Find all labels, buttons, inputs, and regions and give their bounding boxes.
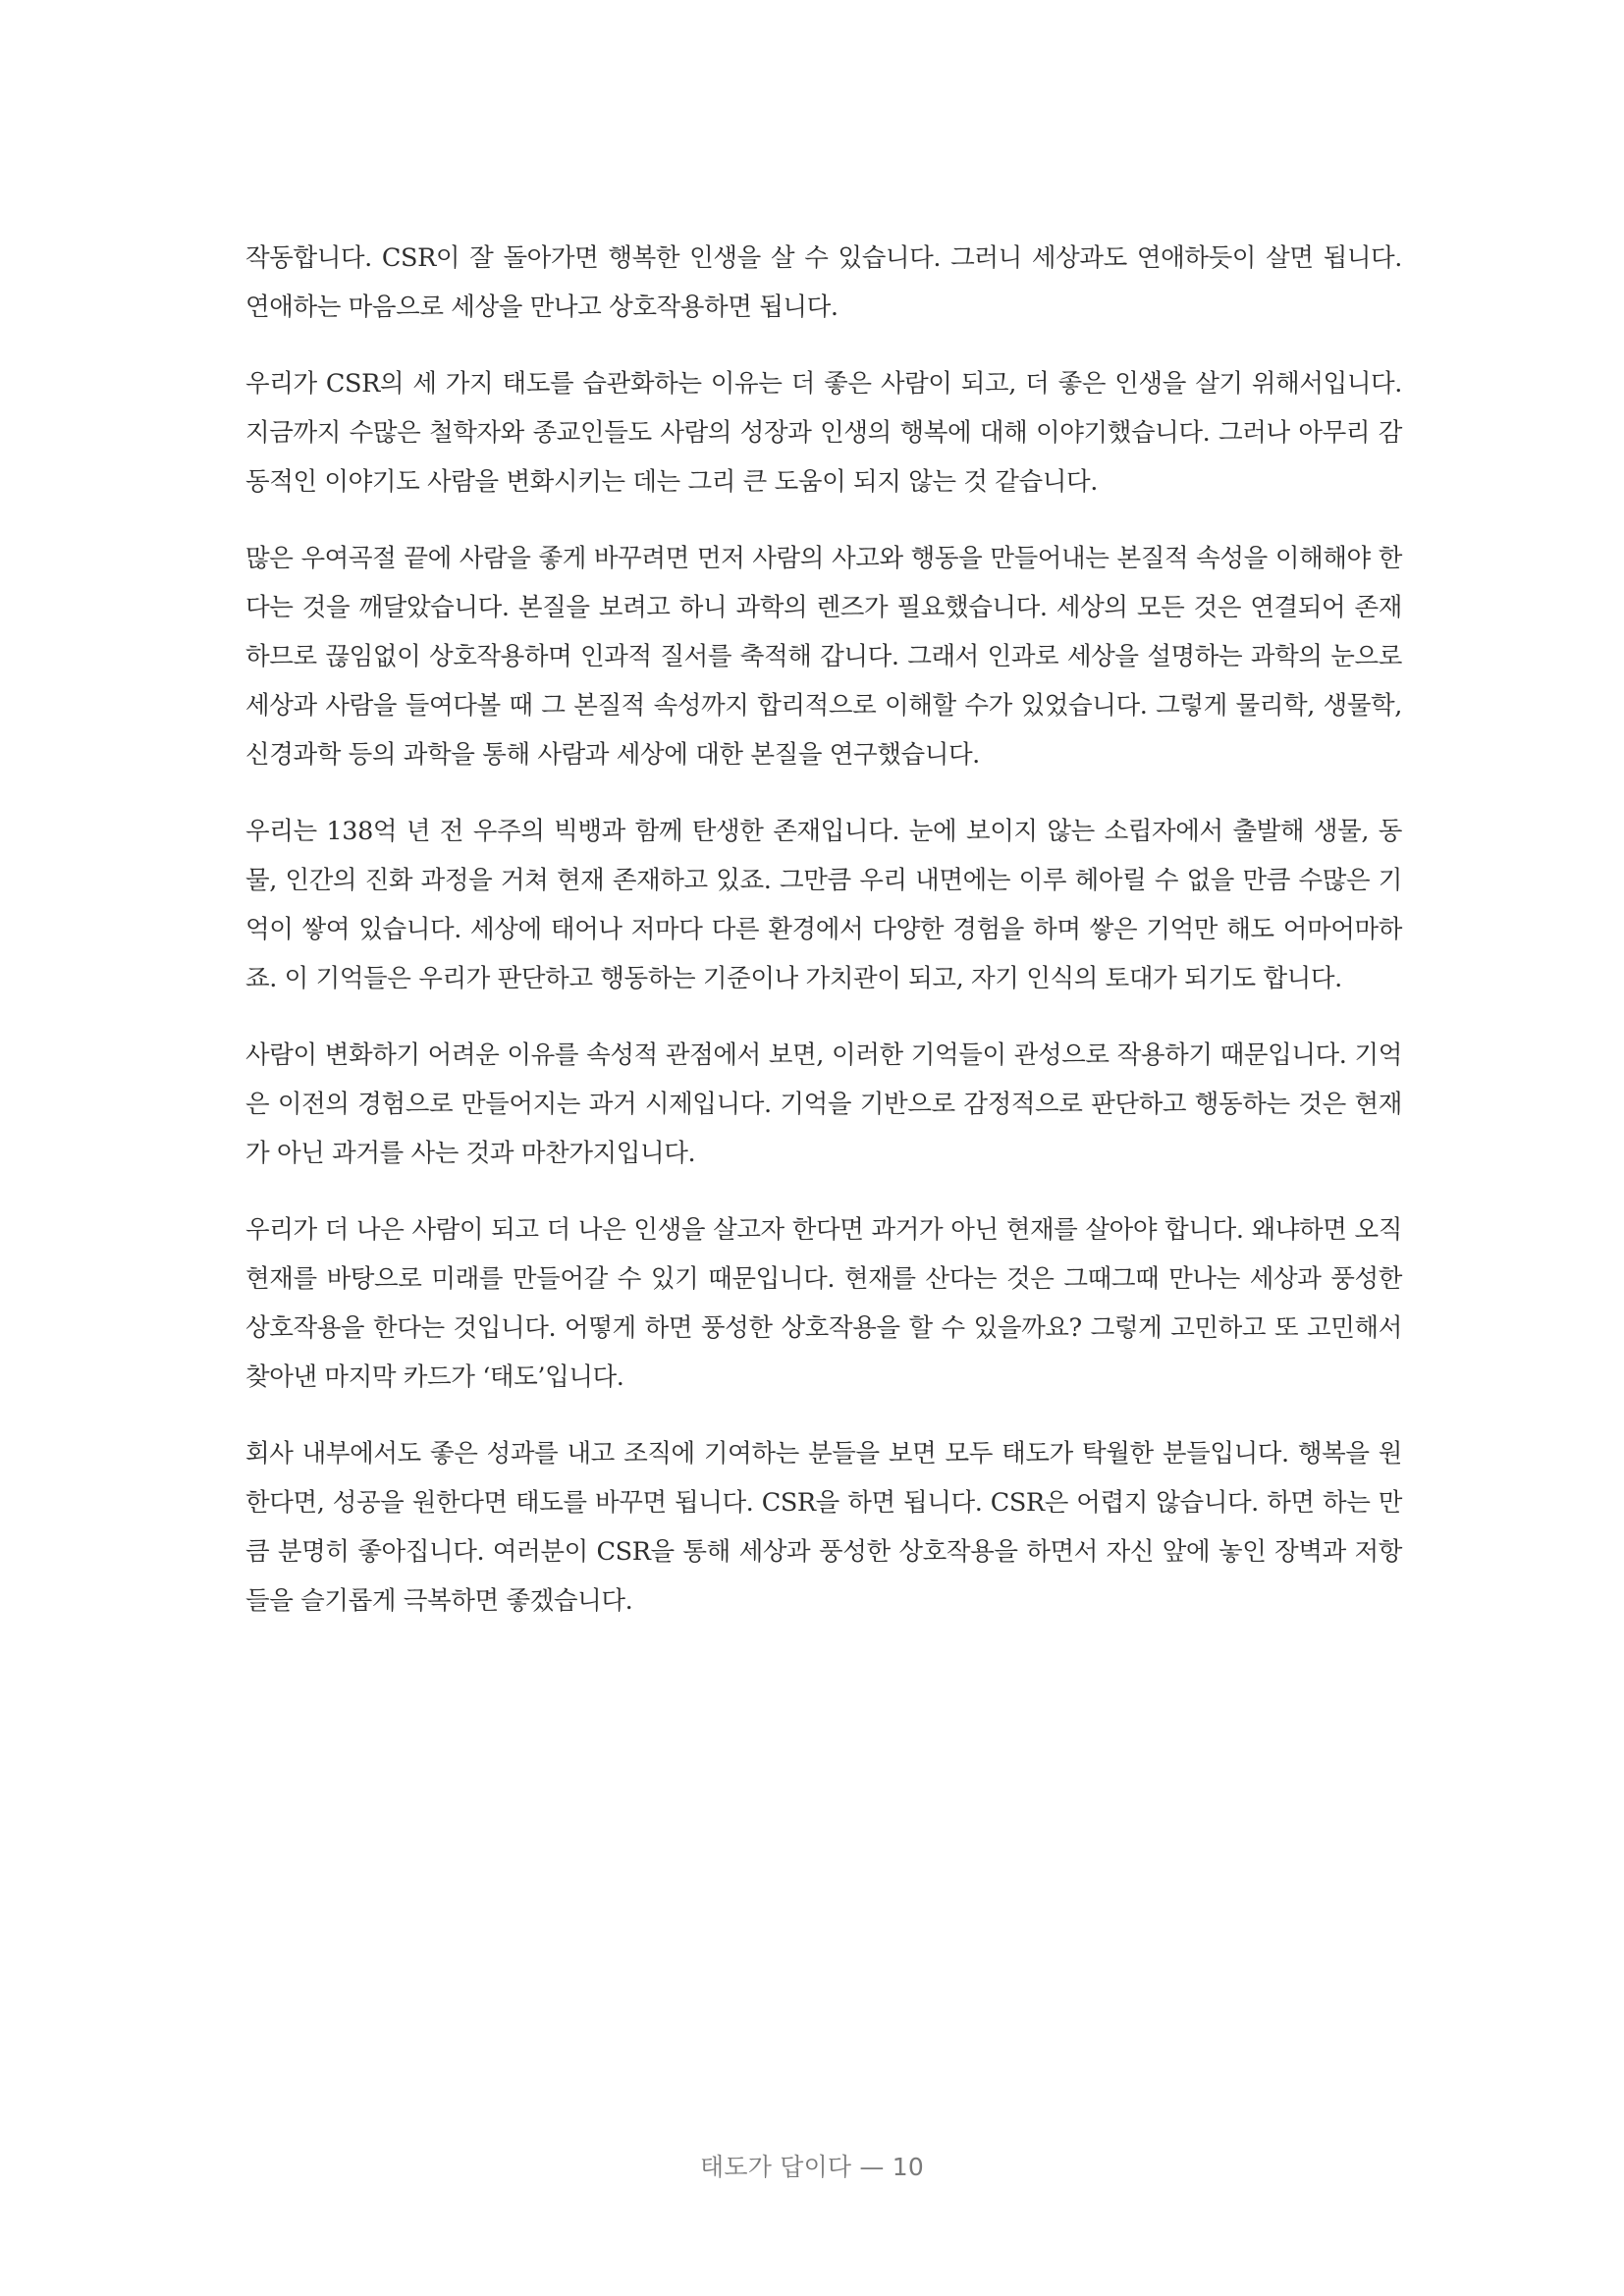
page-footer: 태도가 답이다 — 10 — [700, 2153, 924, 2181]
paragraph: 우리는 138억 년 전 우주의 빅뱅과 함께 탄생한 존재입니다. 눈에 보이지 않는 소립자에서 출발해 생물, 동물, 인간의 진화 과정을 거쳐 현재 존재하고 있죠. 그만큼 우리 내면에는 이루 헤아릴 수 없을 만큼 수많은 기억이 쌓여 있습니다. 세상에 태어나 저마다 다른 환경에서 다양한 경험을 하며 쌓은 기억만 해도 어마어마하죠. 이 기억들은 우리가 판단하고 행동하는 기준이나 가치관이 되고, 자기 인식의 토대가 되기도 합니다. — [245, 817, 1402, 993]
paragraph: 우리가 CSR의 세 가지 태도를 습관화하는 이유는 더 좋은 사람이 되고, 더 좋은 인생을 살기 위해서입니다. 지금까지 수많은 철학자와 종교인들도 사람의 성장과 인생의 행복에 대해 이야기했습니다. 그러나 아무리 감동적인 이야기도 사람을 변화시키는 데는 그리 큰 도움이 되지 않는 것 같습니다. — [245, 369, 1402, 497]
paragraph: 사람이 변화하기 어려운 이유를 속성적 관점에서 보면, 이러한 기억들이 관성으로 작용하기 때문입니다. 기억은 이전의 경험으로 만들어지는 과거 시제입니다. 기억을 기반으로 감정적으로 판단하고 행동하는 것은 현재가 아닌 과거를 사는 것과 마찬가지입니다. — [245, 1041, 1402, 1168]
body-text — [245, 234, 1402, 1653]
paragraph: 회사 내부에서도 좋은 성과를 내고 조직에 기여하는 분들을 보면 모두 태도가 탁월한 분들입니다. 행복을 원한다면, 성공을 원한다면 태도를 바꾸면 됩니다. CSR을 하면 됩니다. CSR은 어렵지 않습니다. 하면 하는 만큼 분명히 좋아집니다. 여러분이 CSR을 통해 세상과 풍성한 상호작용을 하면서 자신 앞에 놓인 장벽과 저항들을 슬기롭게 극복하면 좋겠습니다. — [245, 1439, 1402, 1616]
paragraph: 우리가 더 나은 사람이 되고 더 나은 인생을 살고자 한다면 과거가 아닌 현재를 살아야 합니다. 왜냐하면 오직 현재를 바탕으로 미래를 만들어갈 수 있기 때문입니다. 현재를 산다는 것은 그때그때 만나는 세상과 풍성한 상호작용을 한다는 것입니다. 어떻게 하면 풍성한 상호작용을 할 수 있을까요? 그렇게 고민하고 또 고민해서 찾아낸 마지막 카드가 ‘태도’입니다. — [245, 1215, 1402, 1392]
paragraph: 작동합니다. CSR이 잘 돌아가면 행복한 인생을 살 수 있습니다. 그러니 세상과도 연애하듯이 살면 됩니다. 연애하는 마음으로 세상을 만나고 상호작용하면 됩니다. — [245, 243, 1402, 322]
paragraph: 많은 우여곡절 끝에 사람을 좋게 바꾸려면 먼저 사람의 사고와 행동을 만들어내는 본질적 속성을 이해해야 한다는 것을 깨달았습니다. 본질을 보려고 하니 과학의 렌즈가 필요했습니다. 세상의 모든 것은 연결되어 존재하므로 끊임없이 상호작용하며 인과적 질서를 축적해 갑니다. 그래서 인과로 세상을 설명하는 과학의 눈으로 세상과 사람을 들여다볼 때 그 본질적 속성까지 합리적으로 이해할 수가 있었습니다. 그렇게 물리학, 생물학, 신경과학 등의 과학을 통해 사람과 세상에 대한 본질을 연구했습니다. — [245, 544, 1402, 770]
